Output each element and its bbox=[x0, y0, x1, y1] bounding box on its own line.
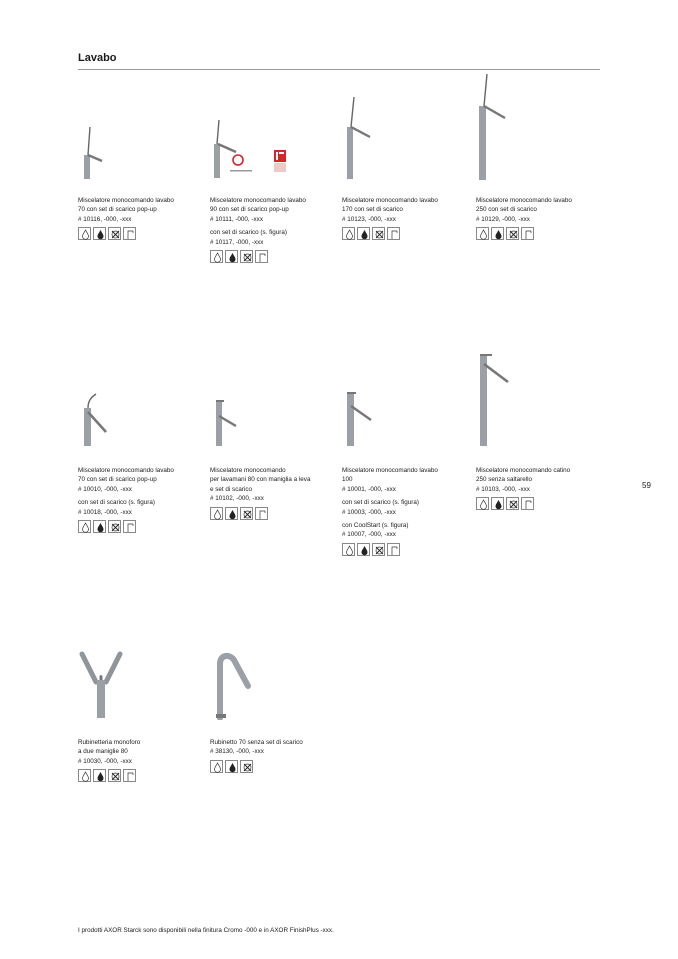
product-code: # 10116, -000, -xxx bbox=[78, 215, 132, 223]
feature-icons bbox=[210, 507, 338, 520]
product-line: Miscelatore monocomando catino bbox=[476, 467, 571, 474]
footer-note: I prodotti AXOR Starck sono disponibili nella finitura Cromo -000 e in AXOR FinishPlus -xxx. bbox=[78, 927, 334, 934]
faucet-image-10116 bbox=[78, 125, 108, 181]
product-code: # 10001, -000, -xxx bbox=[342, 485, 396, 493]
faucet-height-icon bbox=[387, 543, 400, 556]
product-code: # 10129, -000, -xxx bbox=[476, 215, 530, 223]
product-code: # 10010, -000, -xxx bbox=[78, 485, 132, 493]
faucet-image-10030 bbox=[78, 650, 124, 720]
faucet-image-10103 bbox=[476, 352, 514, 448]
product-line: Rubinetto 70 senza set di scarico bbox=[210, 739, 303, 746]
product-line: 100 bbox=[342, 476, 353, 484]
faucet-image-10102 bbox=[210, 396, 240, 448]
product-line: Miscelatore monocomando lavabo bbox=[342, 467, 438, 474]
feature-icons bbox=[342, 543, 470, 556]
product-line: Miscelatore monocomando bbox=[210, 467, 286, 474]
variant-code: # 10018, -000, -xxx bbox=[78, 508, 132, 516]
variant-code: # 10003, -000, -xxx bbox=[342, 508, 396, 516]
product-line: 70 con set di scarico pop-up bbox=[78, 206, 157, 214]
faucet-image-10001 bbox=[342, 390, 376, 448]
variant-line: con set di scarico (s. figura) bbox=[78, 499, 155, 507]
water-drop-icon bbox=[210, 507, 223, 520]
design-award-logos bbox=[228, 148, 292, 178]
no-limescale-icon bbox=[108, 769, 121, 782]
water-drop-icon bbox=[78, 227, 91, 240]
no-limescale-icon bbox=[108, 520, 121, 533]
product-line: Miscelatore monocomando lavabo bbox=[476, 197, 572, 204]
water-drop-icon bbox=[342, 543, 355, 556]
variant-line: con set di scarico (s. figura) bbox=[342, 499, 419, 507]
variant-code: # 10007, -000, -xxx bbox=[342, 531, 396, 539]
faucet-height-icon bbox=[521, 497, 534, 510]
faucet-height-icon bbox=[123, 769, 136, 782]
faucet-height-icon bbox=[255, 507, 268, 520]
product-line: a due maniglie 80 bbox=[78, 748, 128, 756]
eco-drop-icon bbox=[93, 520, 106, 533]
eco-drop-icon bbox=[225, 507, 238, 520]
water-drop-icon bbox=[476, 227, 489, 240]
feature-icons bbox=[342, 227, 470, 240]
eco-drop-icon bbox=[93, 769, 106, 782]
no-limescale-icon bbox=[506, 227, 519, 240]
water-drop-icon bbox=[210, 250, 223, 263]
product-code: # 10030, -000, -xxx bbox=[78, 757, 132, 765]
title-rule bbox=[78, 69, 600, 70]
faucet-image-10123 bbox=[342, 95, 376, 181]
no-limescale-icon bbox=[372, 543, 385, 556]
feature-icons bbox=[78, 227, 206, 240]
eco-drop-icon bbox=[225, 760, 238, 773]
product-code: # 38130, -000, -xxx bbox=[210, 748, 264, 756]
product-line: 250 con set di scarico bbox=[476, 206, 537, 214]
feature-icons bbox=[210, 760, 338, 773]
no-limescale-icon bbox=[372, 227, 385, 240]
water-drop-icon bbox=[476, 497, 489, 510]
water-drop-icon bbox=[342, 227, 355, 240]
product-line: 170 con set di scarico bbox=[342, 206, 403, 214]
product-line: 250 senza saltarello bbox=[476, 476, 533, 484]
no-limescale-icon bbox=[240, 760, 253, 773]
faucet-height-icon bbox=[123, 227, 136, 240]
feature-icons bbox=[210, 250, 338, 263]
feature-icons bbox=[78, 769, 206, 782]
water-drop-icon bbox=[78, 520, 91, 533]
product-line: Rubinetteria monoforo bbox=[78, 739, 141, 746]
product-10103 bbox=[476, 466, 604, 510]
feature-icons bbox=[476, 227, 604, 240]
product-38130 bbox=[210, 738, 338, 773]
eco-drop-icon bbox=[491, 497, 504, 510]
product-line: per lavamani 80 con maniglia a leva bbox=[210, 476, 311, 484]
eco-drop-icon bbox=[93, 227, 106, 240]
water-drop-icon bbox=[210, 760, 223, 773]
product-10129 bbox=[476, 196, 604, 240]
product-line: 90 con set di scarico pop-up bbox=[210, 206, 289, 214]
feature-icons bbox=[476, 497, 604, 510]
product-code: # 10111, -000, -xxx bbox=[210, 215, 263, 223]
no-limescale-icon bbox=[108, 227, 121, 240]
product-code: # 10102, -000, -xxx bbox=[210, 495, 264, 503]
product-10010 bbox=[78, 466, 206, 533]
section-title: Lavabo bbox=[78, 52, 117, 64]
product-10111 bbox=[210, 196, 338, 263]
product-10123 bbox=[342, 196, 470, 240]
product-line: Miscelatore monocomando lavabo bbox=[210, 197, 306, 204]
faucet-image-10129 bbox=[474, 72, 510, 182]
no-limescale-icon bbox=[240, 507, 253, 520]
product-10102 bbox=[210, 466, 338, 520]
faucet-image-38130 bbox=[210, 652, 256, 720]
product-code: # 10103, -000, -xxx bbox=[476, 485, 530, 493]
product-code: # 10123, -000, -xxx bbox=[342, 215, 396, 223]
variant-code: # 10117, -000, -xxx bbox=[210, 238, 264, 246]
faucet-height-icon bbox=[255, 250, 268, 263]
product-line: Miscelatore monocomando lavabo bbox=[78, 197, 174, 204]
eco-drop-icon bbox=[225, 250, 238, 263]
product-line: Miscelatore monocomando lavabo bbox=[342, 197, 438, 204]
product-line: Miscelatore monocomando lavabo bbox=[78, 467, 174, 474]
product-10116 bbox=[78, 196, 206, 240]
page-number: 59 bbox=[642, 481, 651, 490]
faucet-height-icon bbox=[123, 520, 136, 533]
no-limescale-icon bbox=[506, 497, 519, 510]
eco-drop-icon bbox=[357, 227, 370, 240]
feature-icons bbox=[78, 520, 206, 533]
water-drop-icon bbox=[78, 769, 91, 782]
product-10001 bbox=[342, 466, 470, 556]
product-line: 70 con set di scarico pop-up bbox=[78, 476, 157, 484]
variant-line: con set di scarico (s. figura) bbox=[210, 229, 287, 237]
faucet-height-icon bbox=[387, 227, 400, 240]
variant-line: con CoolStart (s. figura) bbox=[342, 522, 409, 530]
eco-drop-icon bbox=[491, 227, 504, 240]
faucet-height-icon bbox=[521, 227, 534, 240]
product-line: e set di scarico bbox=[210, 485, 252, 493]
product-10030 bbox=[78, 738, 206, 782]
faucet-image-10010 bbox=[78, 392, 112, 448]
eco-drop-icon bbox=[357, 543, 370, 556]
no-limescale-icon bbox=[240, 250, 253, 263]
